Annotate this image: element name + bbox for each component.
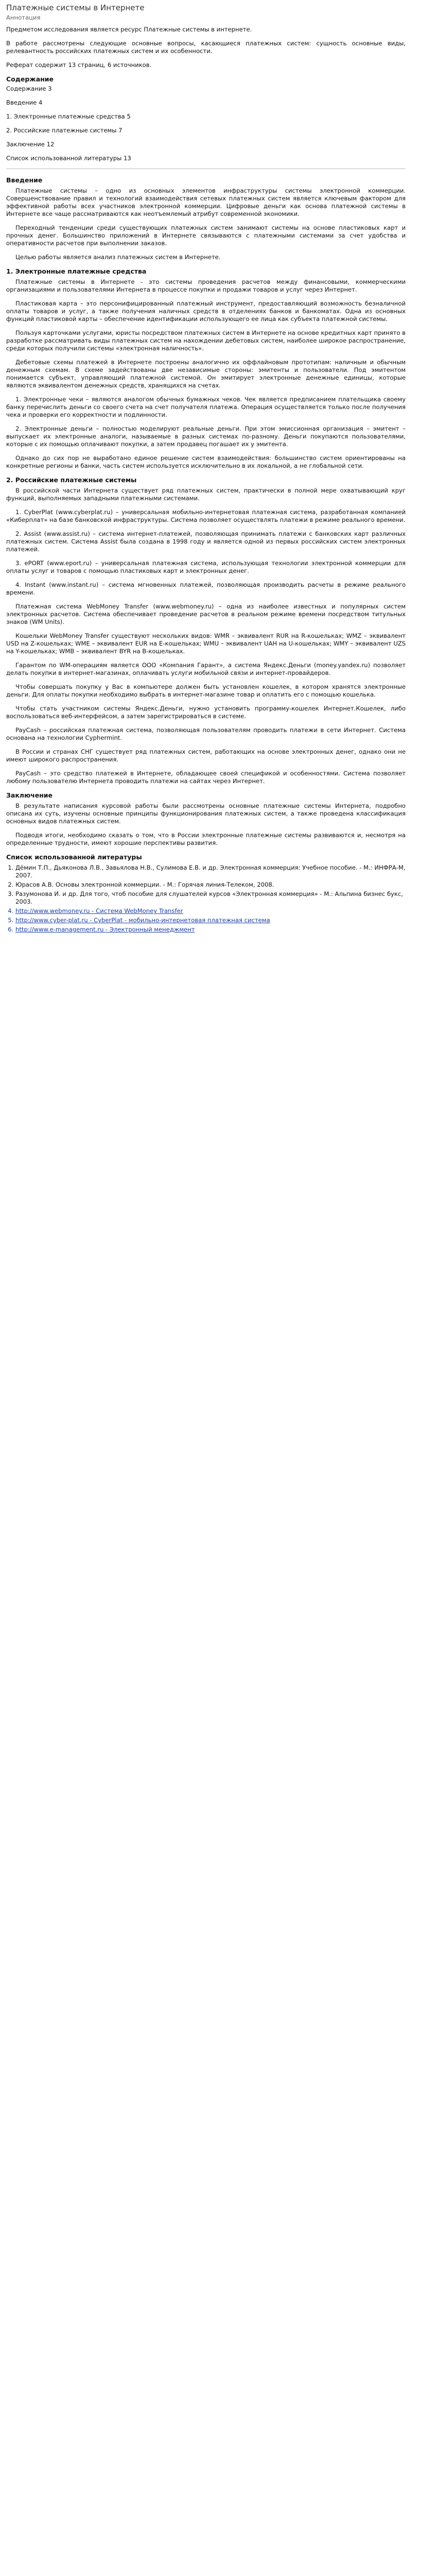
section-paragraph: Переходный тенденции среди существующих платежных систем занимают системы на основе пластиковых карт и прочных денег. Большинство приложений в Интернете связываются с платежными системами за счет удобства и оперативности расчетов при выполнении заказов. [6,224,406,247]
section-paragraph: Гарантом по WM-операциям является ООО «Компания Гарант», а система Яндекс.Деньги (money.yandex.ru) позволяет делать покупки в интернет-магазинах, оплачивать услуги мобильной связи и интернет-провайдеров. [6,662,406,676]
bibliography-item: 2. Юрасов А.В. Основы электронной коммерции. - М.: Горячая линия-Телеком, 2008. [15,881,406,889]
bibliography-title: Список использованной литературы [6,853,142,861]
intro-paragraph: Реферат содержит 13 страниц, 6 источников. [6,61,152,69]
section-paragraph: 2. Электронные деньги – полностью моделируют реальные деньги. При этом эмиссионная организация – эмитент – выпускает их электронные аналоги, называемые в разных системах по-разному. Деньги покупаются пользователями, которые с их помощью оплачивают покупки, а затем продавец погашает их у эмитента. [6,425,406,448]
bibliography-item: 3. Разумонова И. и др. Для того, чтоб пособие для слушателей курсов «Электронная коммерция» - М.: Альпина бизнес букс, 2003. [15,890,406,906]
section-heading: 1. Электронные платежные средства [6,267,147,275]
section-paragraph: 4. Instant (www.instant.ru) – система мгновенных платежей, позволяющая производить расчеты в режиме реального времени. [6,581,406,596]
table-of-contents [6,85,406,162]
bibliography-item[interactable]: 5. http://www.cyber-plat.ru - CyberPlat - мобильно-интернетовая платежная система [15,917,406,924]
bibliography-item[interactable]: 6. http://www.e-management.ru - Электронный менеджмент [15,926,406,934]
section-paragraph: В России и странах СНГ существует ряд платежных систем, работающих на основе электронных денег, однако они не имеют широкого распространения. [6,748,406,763]
section-paragraph: Платежные системы – одно из основных элементов инфраструктуры системы электронной коммерции. Совершенствование правил и технологий взаимодействия сетевых платежных систем является ключевым фактором для эффективной работы всех участников электронной коммерции. Цифровые деньги как основа платежной системы в Интернете все чаще рассматриваются как неотъемлемый атрибут современной экономики. [6,187,406,217]
document-title: Платежные системы в Интернете [6,3,145,12]
toc-item[interactable]: Введение 4 [6,99,43,106]
document-page [0,0,412,940]
section-paragraph: Кошельки WebMoney Transfer существуют нескольких видов: WMR – эквивалент RUR на R-кошельках; WMZ – эквивалент USD на Z-кошельках; WME – эквивалент EUR на E-кошельках; WMU – эквивалент UAH на U-кошельках; WMY – эквивалент UZS на Y-кошельках; WMB – эквивалент BYR на B-кошельках. [6,632,406,655]
section-paragraph: 2. Assist (www.assist.ru) – система интернет-платежей, позволяющая принимать платежи с банковских карт различных платежных систем. Система Assist была создана в 1998 году и является одной из первых российских систем электронных платежей. [6,530,406,553]
section-paragraph: В российской части Интернета существует ряд платежных систем, практически в полной мере охватывающий круг функций, выполняемых западными платежными системами. [6,487,406,502]
section-paragraph: Пользуя карточками услугами, юристы посредством платежных систем в Интернете на основе кредитных карт принято в разработке рассматривать виды платежных систем на нахождении дебетовых систем, наиболее широкое распространение, среди которых получили системы «электронная наличность». [6,329,406,352]
section-paragraph: Пластиковая карта – это персонифицированный платежный инструмент, предоставляющий возможность безналичной оплаты товаров и услуг, а также получения наличных средств в отделениях банков и банкоматах. Одна из основных функций пластиковой карты – обеспечение идентификации использующего ее лица как субъекта платежной системы. [6,300,406,323]
toc-item[interactable]: 2. Российские платежные системы 7 [6,127,123,134]
section-paragraph: Подводя итоги, необходимо сказать о том, что в России электронные платежные системы развиваются и, несмотря на определенные трудности, имеют хорошие перспективы развития. [6,832,406,846]
intro-paragraph: В работе рассмотрены следующие основные вопросы, касающиеся платежных систем: сущность основные виды, релевантность российских платежных систем и их особенности. [6,40,406,55]
document-body [6,176,406,847]
toc-item[interactable]: Заключение 12 [6,141,55,148]
toc-item[interactable]: 1. Электронные платежные средства 5 [6,113,131,120]
section-paragraph: Чтобы совершать покупку у Вас в компьютере должен быть установлен кошелек, в котором хранятся электронные деньги. Для оплаты покупки необходимо выбрать в интернет-магазине товар и оплатить его с помощью кошелька. [6,683,406,698]
section-paragraph: 1. Электронные чеки – являются аналогом обычных бумажных чеков. Чек является предписанием плательщика своему банку перечислить деньги со своего счета на счет получателя платежа. Операция осуществляется только после получения чека и проверки его корректности и подлинности. [6,396,406,418]
bibliography-item: 1. Дёмин Т.П., Дьяконова Л.В., Завьялова Н.В., Сулимова Е.В. и др. Электронная коммерция: Учебное пособие. - М.: ИНФРА-М, 2007. [15,864,406,879]
section-paragraph: Платежная система WebMoney Transfer (www.webmoney.ru) – одна из наиболее известных и популярных систем электронных расчетов. Система обеспечивает проведение расчетов в реальном режиме времени посредством титульных знаков (WM Units). [6,603,406,625]
section-paragraph: 1. CyberPlat (www.cyberplat.ru) – универсальная мобильно-интернетовая платежная система, разработанная компанией «Киберплат» на базе банковской инфраструктуры. Система позволяет осуществлять платежи в режиме реального времени. [6,509,406,523]
toc-title: Содержание [6,75,54,83]
section-heading: Заключение [6,791,53,799]
section-paragraph: 3. ePORT (www.eport.ru) – универсальная платежная система, использующая технологии электронной коммерции для оплаты услуг и товаров с помощью пластиковых карт и электронных денег. [6,560,406,574]
section-paragraph: Чтобы стать участником системы Яндекс.Деньги, нужно установить программу-кошелек Интернет.Кошелек, либо воспользоваться веб-интерфейсом, а затем зарегистрироваться в системе. [6,705,406,720]
toc-item[interactable]: Содержание 3 [6,85,52,92]
bibliography-item[interactable]: 4. http://www.webmoney.ru - Система WebMoney Transfer [15,907,406,915]
intro-paragraph: Предметом исследования является ресурс Платежные системы в интернете. [6,26,252,33]
section-paragraph: Дебетовые схемы платежей в Интернете построены аналогично их оффлайновым прототипам: наличным и обычным денежным схемам. В схеме задействованы две независимые стороны: эмитенты и пользователи. Под эмитентом понимается субъект, управляющий платежной системой. Он эмитирует электронные денежные единицы, которые являются эквивалентом денежных средств, хранящихся на счетах. [6,359,406,389]
divider [6,168,406,169]
section-paragraph: PayCash – российская платежная система, позволяющая пользователям проводить платежи в сети Интернет. Система основана на технологии Cyphermint. [6,726,406,741]
section-heading: 2. Российские платежные системы [6,476,137,484]
section-paragraph: Однако до сих пор не выработано единое решение систем взаимодействия: большинство систем ориентированы на конкретные регионы и банки, часть систем используется исключительно в их локальной, а не глобальной сети. [6,454,406,469]
intro-block [6,26,406,69]
section-paragraph: Целью работы является анализ платежных систем в Интернете. [15,253,221,261]
section-paragraph: PayCash – это средство платежей в Интернете, обладающее своей спецификой и особенностями. Система позволяет любому пользователю Интернета проводить платежи на сайтах через Интернет. [6,770,406,785]
toc-item[interactable]: Список использованной литературы 13 [6,155,131,162]
bibliography-list [15,864,406,934]
section-paragraph: В результате написания курсовой работы были рассмотрены основные платежные системы Интернета, подробно описана их суть, изучены основные принципы функционирования платежных систем, а также проведена классификация основных видов платежных систем. [6,802,406,825]
annotation-label: Аннотация [6,14,41,21]
section-paragraph: Платежные системы в Интернете - это системы проведения расчетов между финансовыми, коммерческими организациями и пользователями Интернета в процессе покупки и продажи товаров и услуг через Интернет. [6,278,406,293]
section-heading: Введение [6,176,43,184]
